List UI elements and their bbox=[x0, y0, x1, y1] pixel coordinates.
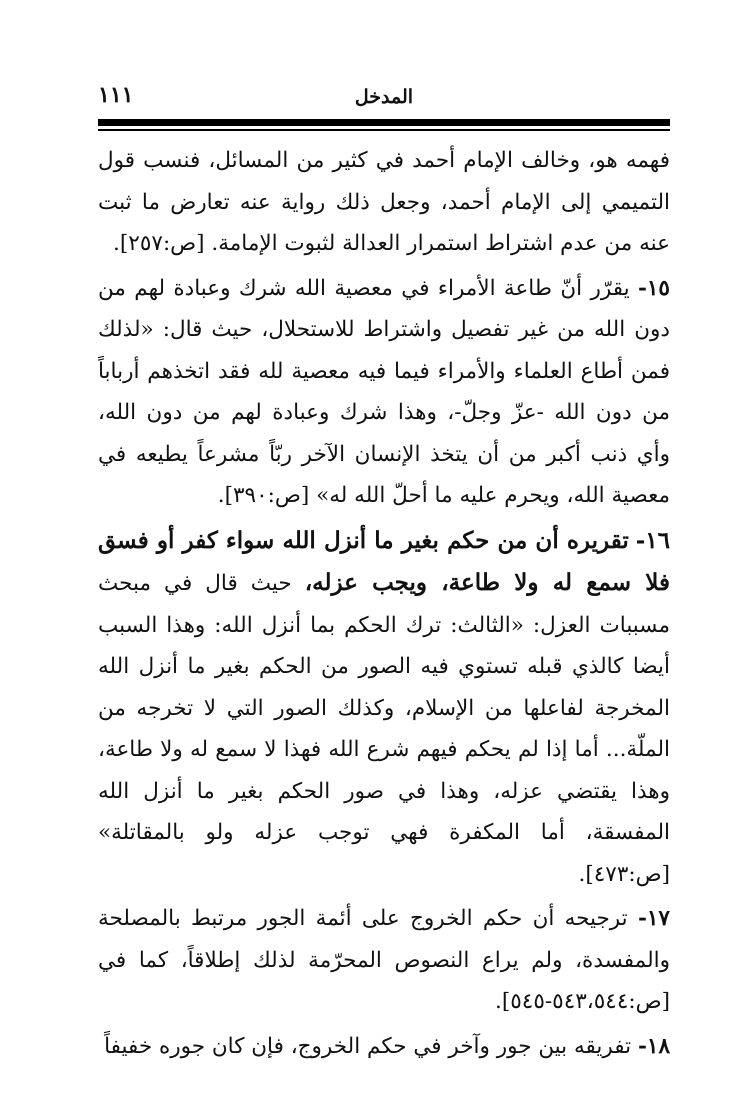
page-header bbox=[98, 80, 670, 120]
running-title: المدخل bbox=[354, 86, 414, 108]
paragraph-item-16 bbox=[98, 520, 670, 896]
paragraph-item-15 bbox=[98, 268, 670, 517]
item-15-text: يقرّر أنّ طاعة الأمراء في معصية الله شرك وعبادة لهم من دون الله من غير تفصيل واشتراط للاستحلال، حيث قال: «لذلك فمن أطاع العلماء والأمراء فيما فيه معصية لله فقد اتخذهم أرباباً من دون الله -عزّ وجلّ-، وهذا شرك وعبادة لهم من دون الله، وأي ذنب أكبر من أن يتخذ الإنسان الآخر ربّاً مشرعاً يطيعه في معصية الله، ويحرم عليه ما أحلّ الله له» [ص:٣٩٠]. bbox=[98, 275, 670, 508]
item-17-number: ١٧- bbox=[637, 906, 670, 931]
item-15-number: ١٥- bbox=[637, 275, 670, 301]
header-rule-thin bbox=[98, 129, 670, 131]
item-16-number: ١٦- bbox=[635, 526, 670, 554]
paragraph-item-17 bbox=[98, 898, 670, 1023]
item-16-text: حيث قال في مبحث مسببات العزل: «الثالث: ترك الحكم بما أنزل الله: وهذا السبب أيضا كالذي قبله تستوي فيه الصور من الحكم بغير ما أنزل الله المخرجة لفاعلها من الإسلام، وكذلك الصور التي لا تخرجه من الملّة... أما إذا لم يحكم فيهم شرع الله فهذا لا سمع له ولا طاعة، وهذا يقتضي عزله، وهذا في صور الحكم بغير ما أنزل الله المفسقة، أما المكفرة فهي توجب عزله ولو بالمقاتلة» [ص:٤٧٣]. bbox=[98, 571, 670, 887]
paragraph-item-18 bbox=[98, 1026, 670, 1068]
item-17-text: ترجيحه أن حكم الخروج على أئمة الجور مرتبط بالمصلحة والمفسدة، ولم يراع النصوص المحرّمة لذلك إطلاقاً، كما في [ص:٥٤٣،٥٤٤-٥٤٥]. bbox=[98, 906, 670, 1014]
item-18-number: ١٨- bbox=[637, 1033, 670, 1059]
page-number: ١١١ bbox=[98, 82, 134, 108]
header-rule-thick bbox=[98, 119, 670, 126]
paragraph-intro-text: فهمه هو، وخالف الإمام أحمد في كثير من المسائل، فنسب قول التميمي إلى الإمام أحمد، وجعل ذلك رواية عنه تعارض ما ثبت عنه من عدم اشتراط استمرار العدالة لثبوت الإمامة. [ص:٢٥٧]. bbox=[98, 148, 670, 256]
item-18-text: تفريقه بين جور وآخر في حكم الخروج، فإن كان جوره خفيفاً bbox=[104, 1033, 632, 1059]
item-16-bold-text: تقريره أن من حكم بغير ما أنزل الله سواء كفر أو فسق فلا سمع له ولا طاعة، ويجب عزله، bbox=[98, 526, 670, 596]
paragraph-intro bbox=[98, 140, 670, 265]
body-text bbox=[98, 140, 670, 1067]
